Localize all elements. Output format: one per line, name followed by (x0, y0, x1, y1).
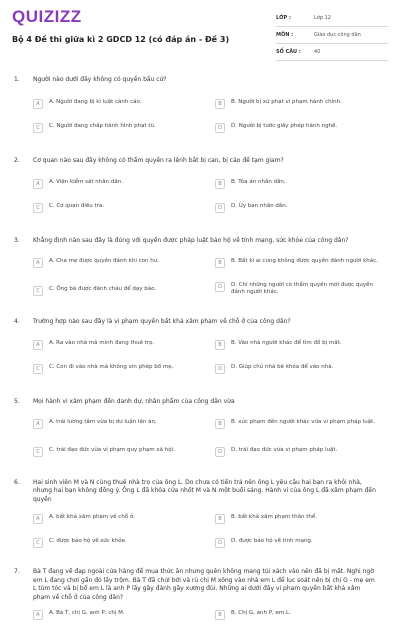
option-d[interactable] (215, 123, 385, 133)
question-text: Trường hợp nào sau đây là vi phạm quyền bất khả xâm phạm về chỗ ở của công dân? (33, 317, 291, 325)
question-text: Mọi hành vi xâm phạm đến danh dự, nhân phẩm của công dân vừa (33, 398, 235, 405)
option-list (33, 514, 383, 554)
option-text: A. Ra vào nhà mà mình đang thuê trọ. (49, 340, 155, 346)
option-letter-d: D (215, 203, 225, 213)
option-letter-d: D (215, 123, 225, 133)
option-letter-c: C (33, 538, 43, 548)
option-d[interactable] (215, 538, 385, 548)
option-text: B. Vào nhà người khác để tìm đồ bị mất. (231, 340, 342, 346)
question-text: Cơ quan nào sau đây không có thẩm quyền ra lệnh bắt bị can, bị cáo để tạm giam? (33, 156, 284, 164)
option-b[interactable] (215, 258, 385, 268)
option-text: A. Viện kiểm sát nhân dân. (49, 179, 123, 185)
option-b[interactable] (215, 179, 385, 189)
option-text: B. bất khả xâm phạm thân thể. (231, 514, 318, 520)
option-letter-a: A (33, 514, 43, 524)
option-text: D. Giúp chủ nhà bê khóa để vào nhà. (231, 364, 334, 370)
question-list (0, 76, 400, 630)
option-list (33, 610, 383, 630)
question-3 (0, 237, 400, 304)
option-text: C. Người đang chấp hành hình phạt tù. (49, 122, 156, 129)
option-letter-b: B (215, 99, 225, 109)
option-text: A. Cha mẹ được quyền đánh khi con hư. (49, 257, 159, 264)
option-c[interactable] (33, 447, 203, 457)
option-text: A. Bà T, chị G, anh P, chị M. (49, 610, 125, 616)
option-letter-a: A (33, 419, 43, 429)
option-text: D. được bảo hộ về tính mạng. (231, 538, 313, 544)
option-text: B. Chị G, anh P, em L. (231, 610, 291, 616)
option-letter-a: A (33, 179, 43, 189)
option-list (33, 99, 383, 139)
class-label: LỚP : (276, 15, 291, 21)
option-text: C. Ông bà được đánh cháu để dạy bảo. (49, 285, 157, 292)
document-title: Bộ 4 Đề thi giữa kì 2 GDCD 12 (có đáp án - Đề 3) (12, 35, 230, 44)
option-a[interactable] (33, 610, 203, 620)
option-c[interactable] (33, 538, 203, 548)
option-d[interactable] (215, 447, 385, 457)
question-text: Bà T đang vẽ đạp ngoài cửa hàng để mua thức ăn nhưng quên không mang túi xách vào nên đã bị mất. Nghi ngờ em L đang chơi gần đó lấy trộm. Bà T đã chửi bới và rủ chị M xông vào nhà em L để lục soát nên bị chị G - mẹ em L túm tóc và bị bố em L là anh P lấy gậy đánh gãy xương đùi. Những ai dưới đây vi phạm quyền bất khả xâm phạm về chỗ ở của công dân? (33, 568, 375, 601)
question-number: 6. (14, 478, 20, 486)
option-text: D. Ủy ban nhân dân. (231, 203, 288, 209)
option-a[interactable] (33, 514, 203, 524)
option-text: C. Con đi vào nhà mà không xin phép bố mẹ. (49, 364, 174, 370)
class-value: Lớp 12 (314, 15, 331, 21)
option-text: C. Cơ quan điều tra. (49, 203, 105, 209)
document-header (0, 0, 400, 60)
option-list (33, 258, 383, 304)
info-row-subject (276, 27, 388, 44)
option-text: D. trái đạo đức vừa vi phạm pháp luật. (231, 446, 338, 453)
option-text: B. Bất kì ai cũng không được quyền đánh người khác. (231, 257, 378, 264)
option-letter-a: A (33, 610, 43, 620)
option-list (33, 419, 383, 463)
question-number: 1. (14, 76, 20, 83)
question-number: 4. (14, 317, 20, 325)
option-letter-c: C (33, 123, 43, 133)
question-6 (0, 479, 400, 555)
option-letter-c: C (33, 364, 43, 374)
option-b[interactable] (215, 99, 385, 109)
option-c[interactable] (33, 203, 203, 213)
question-text: Khẳng định nào sau đây là đúng với quyền được pháp luật bảo hộ về tính mạng, sức khỏe của công dân? (33, 237, 349, 244)
option-a[interactable] (33, 99, 203, 109)
option-c[interactable] (33, 286, 203, 296)
option-text: A. bất khả xâm phạm về chỗ ở. (49, 514, 136, 520)
option-letter-b: B (215, 340, 225, 350)
option-letter-d: D (215, 364, 225, 374)
option-letter-b: B (215, 610, 225, 620)
option-b[interactable] (215, 610, 385, 620)
option-b[interactable] (215, 419, 385, 429)
question-count-label: SỐ CÂU : (276, 49, 301, 55)
option-a[interactable] (33, 179, 203, 189)
option-c[interactable] (33, 364, 203, 374)
option-list (33, 179, 383, 219)
option-letter-d: D (215, 538, 225, 548)
question-1 (0, 76, 400, 139)
question-number: 7. (14, 568, 20, 575)
option-letter-c: C (33, 286, 43, 296)
question-2 (0, 157, 400, 220)
question-number: 5. (14, 398, 20, 405)
question-text: Hai sinh viên M và N cùng thuê nhà trọ của ông L. Do chưa có tiền trả nên ông L yêu cầu hai bạn ra khỏi nhà, nhưng hai bạn không đồng ý. Ông L đã khóa cửa nhốt M và N một buổi sáng. Hành vi của ông L đã xâm phạm đến quyền (33, 478, 376, 503)
option-letter-a: A (33, 258, 43, 268)
question-count-value: 40 (314, 49, 321, 55)
option-text: C. trái đạo đức vừa vi phạm quy phạm xã hội. (49, 446, 175, 453)
option-list (33, 340, 383, 380)
option-letter-d: D (215, 447, 225, 457)
info-row-count (276, 44, 388, 61)
option-text: C. được bảo hộ về sức khỏe. (49, 538, 127, 544)
option-d[interactable] (215, 364, 385, 374)
option-letter-b: B (215, 514, 225, 524)
option-letter-b: B (215, 258, 225, 268)
subject-label: MÔN : (276, 32, 294, 38)
option-c[interactable] (33, 123, 203, 133)
subject-value: Giáo dục công dân (314, 32, 361, 38)
info-row-class (276, 10, 388, 27)
option-letter-c: C (33, 203, 43, 213)
option-letter-c: C (33, 447, 43, 457)
info-panel (276, 10, 388, 61)
option-text: D. Người bị tước giấy phép hành nghề. (231, 122, 338, 129)
option-d[interactable] (215, 282, 385, 297)
question-text: Người nào dưới đây không có quyền bầu cử? (33, 76, 167, 83)
question-4 (0, 318, 400, 381)
option-letter-a: A (33, 99, 43, 109)
option-text: D. Chỉ những người có thẩm quyền mới được quyền đánh người khác. (231, 281, 373, 295)
quizizz-logo: QUIZIZZ (12, 7, 82, 26)
question-number: 3. (14, 237, 20, 244)
option-b[interactable] (215, 514, 385, 524)
option-b[interactable] (215, 340, 385, 350)
option-d[interactable] (215, 203, 385, 213)
option-letter-d: D (215, 282, 225, 292)
question-number: 2. (14, 156, 20, 164)
option-a[interactable] (33, 258, 203, 268)
option-text: A. Người đang bị kỉ luật cảnh cáo. (49, 98, 142, 105)
option-letter-b: B (215, 419, 225, 429)
option-text: A. trái lương tâm vừa bị dư luận lên án. (49, 418, 157, 425)
option-text: B. Tòa án nhân dân. (231, 179, 286, 185)
question-5 (0, 398, 400, 463)
option-a[interactable] (33, 419, 203, 429)
option-text: B. Người bị xử phạt vi phạm hành chính. (231, 98, 342, 105)
question-7 (0, 568, 400, 630)
option-text: B. xúc phạm đến người khác vừa vi phạm pháp luật. (231, 418, 375, 425)
option-letter-b: B (215, 179, 225, 189)
option-a[interactable] (33, 340, 203, 350)
option-letter-a: A (33, 340, 43, 350)
